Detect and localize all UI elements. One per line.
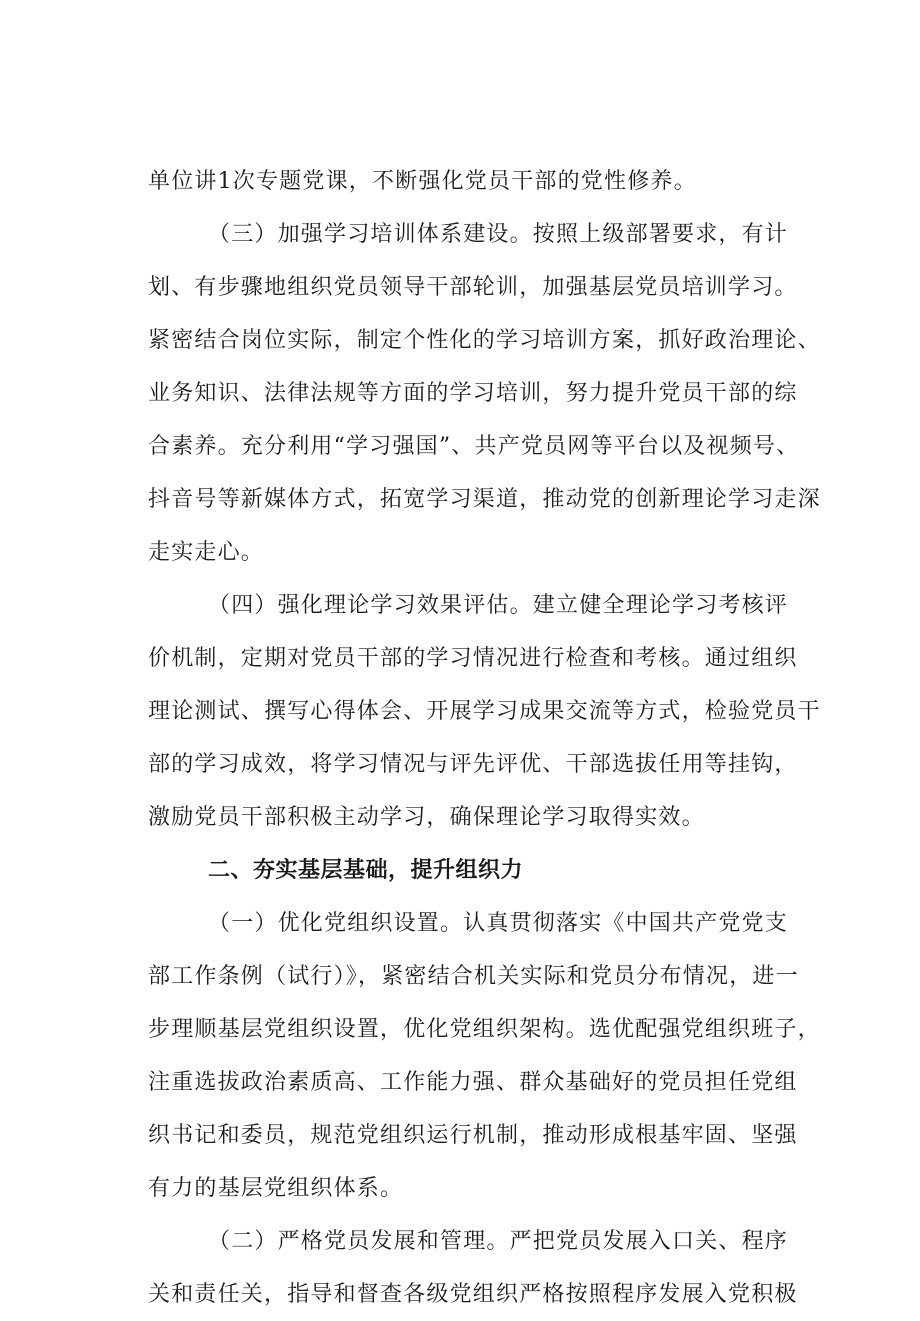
paragraph-line: 注重选拔政治素质高、工作能力强、群众基础好的党员担任党组: [148, 1070, 798, 1095]
paragraph-line: 理论测试、撰写心得体会、开展学习成果交流等方式，检验党员干: [148, 699, 821, 724]
paragraph-line: 紧密结合岗位实际，制定个性化的学习培训方案，抓好政治理论、: [148, 328, 821, 353]
paragraph-line: 单位讲1次专题党课，不断强化党员干部的党性修养。: [148, 169, 697, 194]
paragraph-line: 业务知识、法律法规等方面的学习培训，努力提升党员干部的综: [148, 381, 798, 406]
paragraph-line: 部工作条例（试行）》，紧密结合机关实际和党员分布情况，进一: [148, 964, 799, 989]
paragraph-line: （三）加强学习培训体系建设。按照上级部署要求，有计: [208, 222, 789, 247]
paragraph-line: 有力的基层党组织体系。: [148, 1176, 404, 1201]
paragraph-line: 步理顺基层党组织设置，优化党组织架构。选优配强党组织班子，: [148, 1017, 821, 1042]
paragraph-line: （一）优化党组织设置。认真贯彻落实《中国共产党党支: [208, 911, 789, 936]
paragraph-line: （四）强化理论学习效果评估。建立健全理论学习考核评: [208, 593, 789, 618]
section-heading: 二、夯实基层基础，提升组织力: [208, 858, 524, 883]
document-body: [148, 155, 821, 1321]
paragraph-line: 激励党员干部积极主动学习，确保理论学习取得实效。: [148, 805, 705, 830]
paragraph-line: 关和责任关，指导和督查各级党组织严格按照程序发展入党积极: [148, 1282, 798, 1307]
paragraph-line: 部的学习成效，将学习情况与评先评优、干部选拔任用等挂钩，: [148, 752, 798, 777]
paragraph-line: （二）严格党员发展和管理。严把党员发展入口关、程序: [208, 1229, 789, 1254]
paragraph-line: 划、有步骤地组织党员领导干部轮训，加强基层党员培训学习。: [148, 275, 798, 300]
paragraph-line: 织书记和委员，规范党组织运行机制，推动形成根基牢固、坚强: [148, 1123, 798, 1148]
paragraph-line: 抖音号等新媒体方式，拓宽学习渠道，推动党的创新理论学习走深: [148, 487, 821, 512]
paragraph-line: 合素养。充分利用“学习强国”、共产党员网等平台以及视频号、: [148, 434, 800, 459]
paragraph-line: 走实走心。: [148, 540, 265, 565]
paragraph-line: 价机制，定期对党员干部的学习情况进行检查和考核。通过组织: [148, 646, 798, 671]
